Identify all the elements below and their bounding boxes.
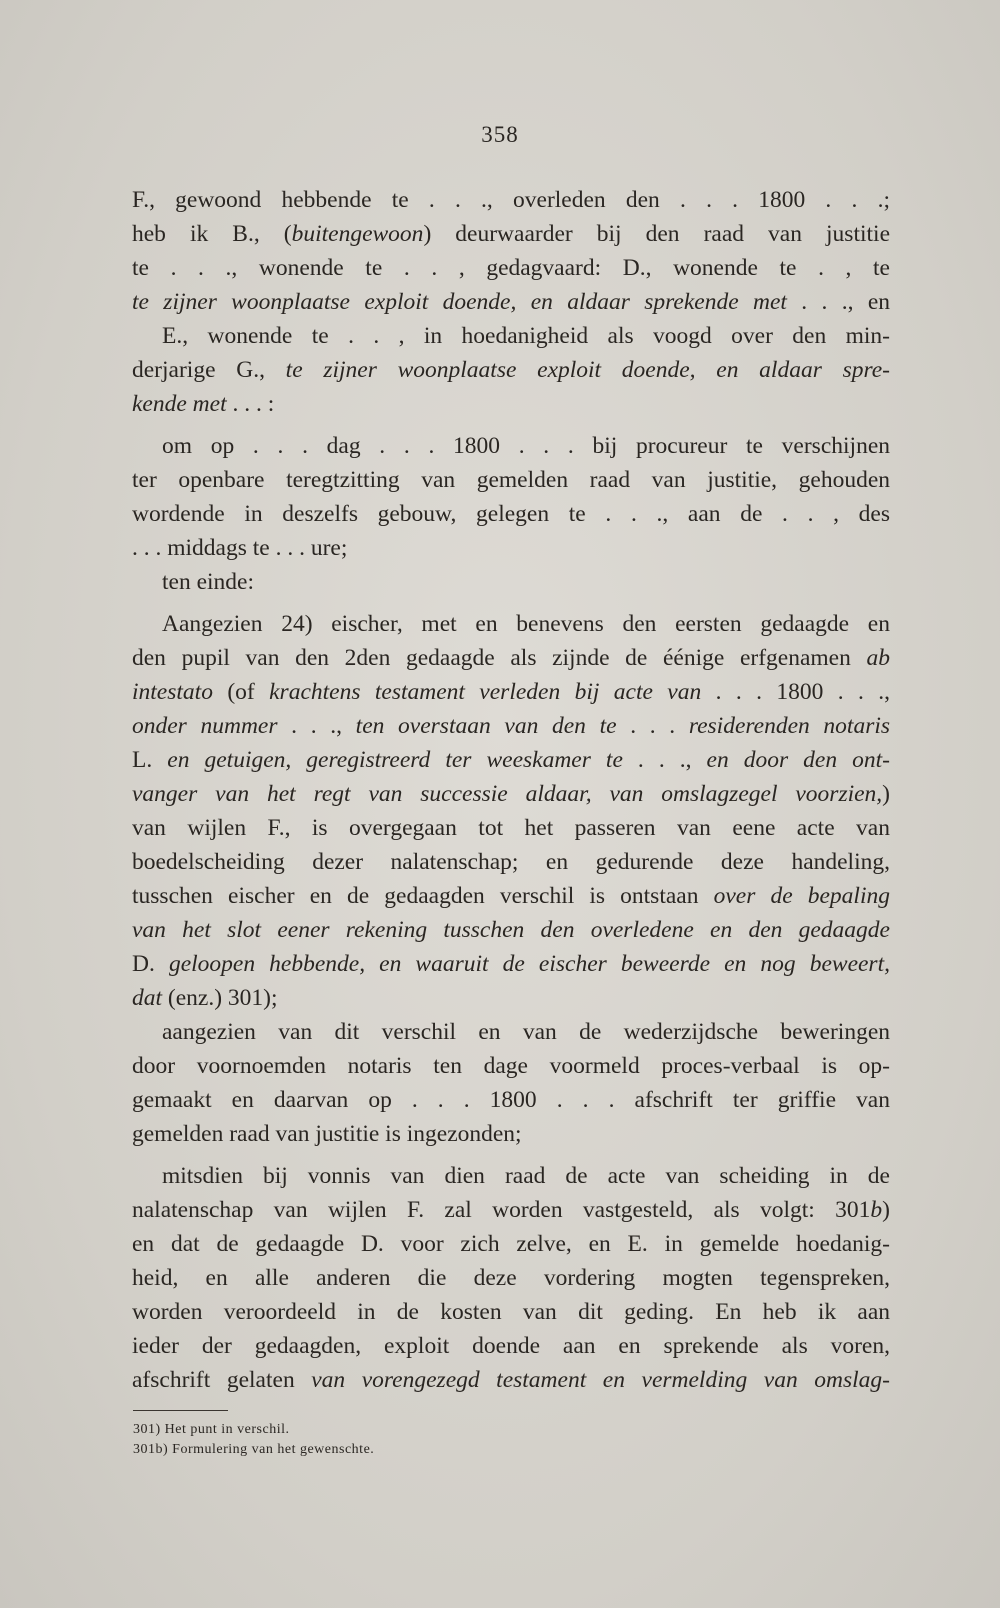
text-line: D. geloopen hebbende, en waaruit de eischer beweerde en nog beweert, <box>132 951 890 977</box>
text-line: kende met . . . : <box>132 391 275 417</box>
text-line: vanger van het regt van successie aldaar, van omslagzegel voorzien,) <box>132 781 890 807</box>
text-line: dat (enz.) 301); <box>132 985 278 1011</box>
text-line: E., wonende te . . , in hoedanigheid als voogd over den min- <box>162 323 890 349</box>
text-line: door voornoemden notaris ten dage voormeld proces-verbaal is op- <box>132 1053 890 1079</box>
text-line: ten einde: <box>162 569 255 595</box>
body-text <box>132 183 890 1397</box>
text-line: . . . middags te . . . ure; <box>132 535 348 561</box>
text-line: derjarige G., te zijner woonplaatse exploit doende, en aldaar spre- <box>132 357 890 383</box>
text-line: F., gewoond hebbende te . . ., overleden den . . . 1800 . . .; <box>132 187 890 213</box>
text-line: Aangezien 24) eischer, met en benevens den eersten gedaagde en <box>162 611 890 637</box>
text-line: boedelscheiding dezer nalatenschap; en gedurende deze handeling, <box>132 849 890 875</box>
text-line: en dat de gedaagde D. voor zich zelve, en E. in gemelde hoedanig- <box>132 1231 890 1257</box>
text-line: gemaakt en daarvan op . . . 1800 . . . afschrift ter griffie van <box>132 1087 890 1113</box>
text-line: gemelden raad van justitie is ingezonden; <box>132 1121 522 1147</box>
footnote-301b: 301b) Formulering van het gewenschte. <box>133 1442 375 1457</box>
text-line: ter openbare teregtzitting van gemelden raad van justitie, gehouden <box>132 467 890 493</box>
text-line: afschrift gelaten van vorengezegd testament en vermelding van omslag- <box>132 1367 890 1393</box>
footnote-rule <box>133 1410 228 1411</box>
text-line: tusschen eischer en de gedaagden verschil is ontstaan over de bepaling <box>132 883 890 909</box>
text-line: intestato (of krachtens testament verleden bij acte van . . . 1800 . . ., <box>132 679 891 705</box>
text-line: aangezien van dit verschil en van de wederzijdsche beweringen <box>162 1019 890 1045</box>
page-number: 358 <box>481 122 519 147</box>
text-line: ieder der gedaagden, exploit doende aan en sprekende als voren, <box>132 1333 890 1359</box>
text-line: te . . ., wonende te . . , gedagvaard: D., wonende te . , te <box>132 255 890 281</box>
text-line: nalatenschap van wijlen F. zal worden vastgesteld, als volgt: 301b) <box>132 1197 890 1223</box>
text-line: te zijner woonplaatse exploit doende, en aldaar sprekende met . . ., en <box>132 289 891 315</box>
text-line: den pupil van den 2den gedaagde als zijnde de éénige erfgenamen ab <box>132 645 890 671</box>
text-line: van wijlen F., is overgegaan tot het passeren van eene acte van <box>132 815 890 841</box>
text-line: wordende in deszelfs gebouw, gelegen te . . ., aan de . . , des <box>132 501 890 527</box>
text-line: heid, en alle anderen die deze vordering mogten tegenspreken, <box>132 1265 890 1291</box>
text-line: worden veroordeeld in de kosten van dit geding. En heb ik aan <box>132 1299 890 1325</box>
text-line: L. en getuigen, geregistreerd ter weeskamer te . . ., en door den ont- <box>132 747 890 773</box>
text-line: mitsdien bij vonnis van dien raad de acte van scheiding in de <box>162 1163 890 1189</box>
footnote-301: 301) Het punt in verschil. <box>133 1422 290 1437</box>
text-line: van het slot eener rekening tusschen den overledene en den gedaagde <box>132 917 890 943</box>
text-line: heb ik B., (buitengewoon) deurwaarder bij den raad van justitie <box>132 221 890 247</box>
text-line: om op . . . dag . . . 1800 . . . bij procureur te verschijnen <box>162 433 890 459</box>
text-line: onder nummer . . ., ten overstaan van den te . . . residerenden notaris <box>132 713 891 739</box>
footnotes <box>133 1420 733 1460</box>
